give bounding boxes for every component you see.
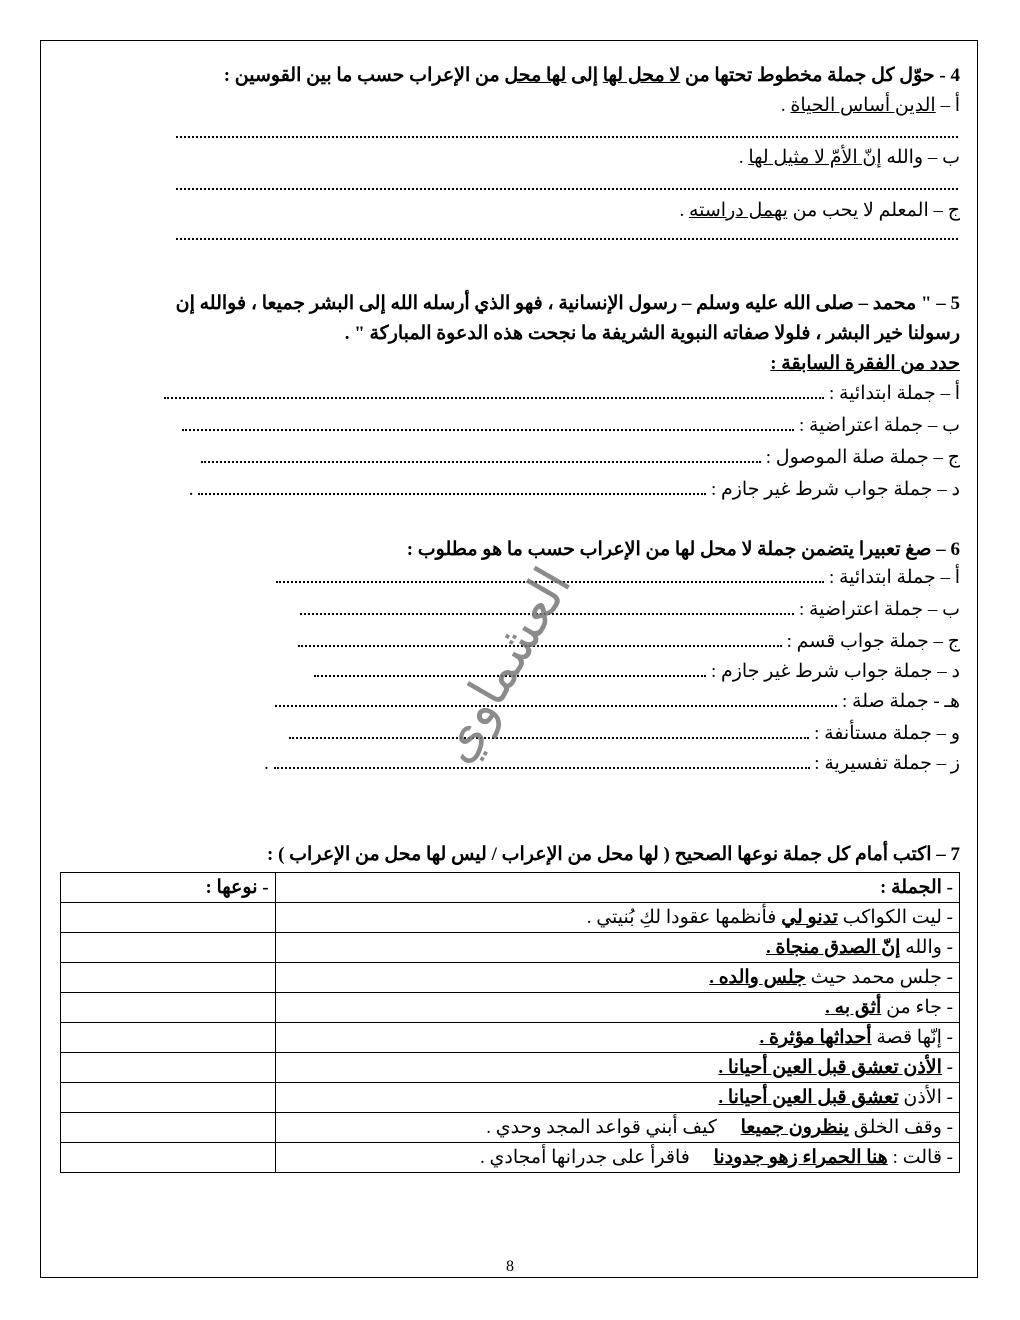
table-row xyxy=(61,903,960,933)
q4-item-underlined: يهمل دراسته xyxy=(688,200,788,221)
type-answer-cell[interactable] xyxy=(61,963,276,993)
answer-line[interactable] xyxy=(182,415,794,431)
q4-item-prefix: ب – والله xyxy=(881,147,960,168)
column-header-sentence: - الجملة : xyxy=(275,873,959,903)
q6-item-f xyxy=(289,722,960,746)
sentence-text: كيف أبني قواعد المجد وحدي . xyxy=(486,1117,741,1138)
sentence-text: - ليت الكواكب xyxy=(837,907,953,928)
q4-title-part: لها محل xyxy=(504,65,567,86)
q5-paragraph-line-2: رسولنا خير البشر ، فلولا صفاته النبوية الشريفة ما نجحت هذه الدعوة المباركة " . xyxy=(344,323,960,344)
q6-item-g: ز – جملة تفسيرية : . xyxy=(264,753,960,774)
sentence-cell xyxy=(275,1113,959,1143)
sentence-text: فاقرأ على جدرانها أمجادي . xyxy=(480,1147,714,1168)
type-answer-cell[interactable] xyxy=(61,1023,276,1053)
q4-title-part: إلى xyxy=(566,65,603,86)
q6-item-label: د – جملة جواب شرط غير جازم : xyxy=(710,661,960,682)
sentence-cell xyxy=(275,1023,959,1053)
answer-line[interactable] xyxy=(164,383,824,399)
answer-line[interactable] xyxy=(176,188,958,190)
sentence-cell xyxy=(275,1143,959,1173)
sentence-cell xyxy=(275,993,959,1023)
table-row xyxy=(61,963,960,993)
answer-line[interactable] xyxy=(201,447,761,463)
table-row xyxy=(61,1083,960,1113)
q5-item-b xyxy=(182,414,960,438)
q4-item-suffix: . xyxy=(738,147,749,168)
q6-item-label: هـ - جملة صلة : xyxy=(841,691,960,712)
sentence-target: الأذن تعشق قبل العين أحيانا . xyxy=(718,1057,942,1078)
sentence-text: - إنّها قصة xyxy=(871,1027,953,1048)
type-answer-cell[interactable] xyxy=(61,1143,276,1173)
sentence-text: - xyxy=(941,1057,953,1078)
table-row xyxy=(61,1023,960,1053)
type-answer-cell[interactable] xyxy=(61,933,276,963)
sentence-text: - جلس محمد حيث xyxy=(805,967,953,988)
q6-item-c xyxy=(298,630,960,654)
sentence-text: - الأذن xyxy=(898,1087,953,1108)
column-header-type: - نوعها : xyxy=(61,873,276,903)
q4-item-underlined: الدين أساس الحياة xyxy=(790,95,936,116)
q4-title-part: من الإعراب حسب ما بين القوسين : xyxy=(223,65,505,86)
q6-item-label: و – جملة مستأنفة : xyxy=(814,723,960,744)
sentence-cell xyxy=(275,1083,959,1113)
sentence-target: إنّ الصدق منجاة . xyxy=(766,937,901,958)
q4-item-prefix: أ – xyxy=(935,95,960,116)
sentence-target: أحداثها مؤثرة . xyxy=(759,1027,872,1048)
sentence-text: فأنظمها عقودا لكِ بُنيتي . xyxy=(586,907,782,928)
q6-item-a xyxy=(276,566,960,590)
q5-paragraph-line-1: 5 – " محمد – صلى الله عليه وسلم – رسول الإنسانية ، فهو الذي أرسله الله إلى البشر جميعا ، فوالله إن xyxy=(175,293,960,314)
q6-item-label: ب – جملة اعتراضية : xyxy=(798,599,960,620)
type-answer-cell[interactable] xyxy=(61,1083,276,1113)
sentence-target: أثق به . xyxy=(825,997,882,1018)
q6-item-label: أ – جملة ابتدائية : xyxy=(828,567,960,588)
q5-item-c xyxy=(201,446,960,470)
table-row xyxy=(61,1143,960,1173)
table-header-row xyxy=(61,873,960,903)
q6-title: 6 – صغ تعبيرا يتضمن جملة لا محل لها من الإعراب حسب ما هو مطلوب : xyxy=(406,539,960,560)
q5-item-label: د – جملة جواب شرط غير جازم : xyxy=(710,479,960,500)
q6-item-e xyxy=(275,690,960,714)
q6-item-b xyxy=(300,598,960,622)
q4-title-part: 4 - حوّل كل جملة مخطوط تحتها من xyxy=(680,65,960,86)
page-number: 8 xyxy=(506,1258,514,1275)
type-answer-cell[interactable] xyxy=(61,1113,276,1143)
answer-line[interactable] xyxy=(198,479,706,495)
sentence-text: - والله xyxy=(900,937,953,958)
q4-title-part: لا محل لها xyxy=(602,65,681,86)
sentence-cell xyxy=(275,903,959,933)
table-row xyxy=(61,993,960,1023)
author-watermark: العشماوي xyxy=(424,557,584,773)
sentence-cell xyxy=(275,963,959,993)
table-row xyxy=(61,933,960,963)
q4-item-b xyxy=(739,146,960,170)
type-answer-cell[interactable] xyxy=(61,903,276,933)
sentence-target: جلس والده . xyxy=(709,967,806,988)
sentence-target: هنا الحمراء زهو جدودنا xyxy=(713,1147,888,1168)
q4-item-a xyxy=(781,94,960,118)
q7-table xyxy=(60,872,960,1173)
q5-item-label: ج – جملة صلة الموصول : xyxy=(765,447,960,468)
q5-item-label: أ – جملة ابتدائية : xyxy=(828,383,960,404)
sentence-target: تعشق قبل العين أحيانا . xyxy=(718,1087,899,1108)
sentence-target: ينظرون جميعا xyxy=(740,1117,850,1138)
q6-item-label: ج – جملة جواب قسم : xyxy=(786,631,960,652)
q4-item-suffix: . xyxy=(679,200,689,221)
q6-item-label: ز – جملة تفسيرية : xyxy=(814,753,960,774)
q4-title xyxy=(224,64,960,88)
sentence-text: - قالت : xyxy=(887,1147,953,1168)
sentence-text: - جاء من xyxy=(881,997,953,1018)
type-answer-cell[interactable] xyxy=(61,1053,276,1083)
table-row xyxy=(61,1053,960,1083)
q5-item-a xyxy=(164,382,960,406)
q5-item-d: د – جملة جواب شرط غير جازم : . xyxy=(188,479,960,500)
sentence-cell xyxy=(275,933,959,963)
sentence-target: تدنو لي xyxy=(781,907,838,928)
answer-line[interactable] xyxy=(176,136,958,138)
sentence-cell xyxy=(275,1053,959,1083)
q5-instruction: حدد من الفقرة السابقة : xyxy=(770,353,960,374)
q5-item-label: ب – جملة اعتراضية : xyxy=(798,415,960,436)
table-row xyxy=(61,1113,960,1143)
answer-line[interactable] xyxy=(176,238,958,240)
q4-item-underlined: إنّ الأمّ لا مثيل لها xyxy=(748,147,882,168)
q4-item-prefix: ج – المعلم لا يحب من xyxy=(787,200,960,221)
q4-item-suffix: . xyxy=(780,95,791,116)
sentence-text: - وقف الخلق xyxy=(849,1117,953,1138)
q7-title: 7 – اكتب أمام كل جملة نوعها الصحيح ( لها محل من الإعراب / ليس لها محل من الإعراب ) : xyxy=(267,844,960,865)
type-answer-cell[interactable] xyxy=(61,993,276,1023)
q4-item-c xyxy=(679,199,960,223)
